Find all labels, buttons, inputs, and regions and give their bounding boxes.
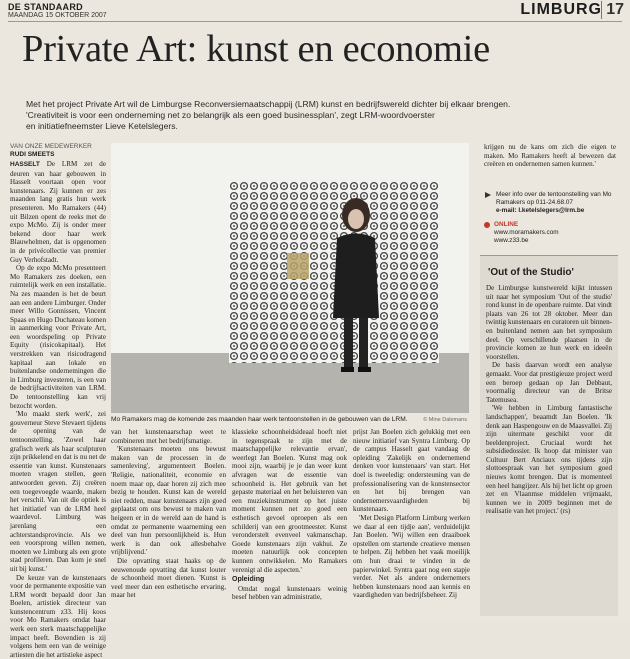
body-paragraph: Op de expo McMo presenteert Mo Ramakers zes doeken, een ruimtelijk werk en een installatie. Na zes maanden is het de beurt aan een andere Limburger. Onder meer Willo Gonnissen, Vincent Spaas en Hugo Duchateau komen in aanmerking voor Private Art, een woordspeling op Private Equity (risicokapitaal). Het verstrekken van risicodragend kapitaal aan lokale en buitenlandse ondernemingen die in Limburg investeren, is een van de bedrijfsactiviteiten van LRM. De tentoonstelling kan vrij bezocht worden. xyxy=(10,264,106,410)
sidebar-title: 'Out of the Studio' xyxy=(480,267,618,278)
body-paragraph: 'Kunstenaars moeten ons bewust maken van de processen in de samenleving', argumenteert Boelen. 'Religie, nationaliteit, economie en noem maar op, daar horen zij zich mee bezig te houden. Kunst kan de wereld niet redden, maar kunstenaars zijn goed geplaatst om ons bewust te maken van heigeen er in de wereld aan de hand is omdat ze permanente waarneming een deel van hun persoonlijkheid is. Hun werk is dan ook allesbehalve vrijblijvend.' xyxy=(111,445,226,557)
article-column-2 xyxy=(111,428,226,620)
body-paragraph: prijst Jan Boelen zich gelukkig met een nieuw initiatief van Syntra Limburg. Op de campus Hasselt gaat vandaag de opleiding 'Zakelijk en ondernemend denken voor kunstenaars' van start. Het doel is tweeledig: ondersteuning van de professionalisering van de kunstensector en het bij brengen van ondernemersvaardigheden bij kunstenaars. xyxy=(353,428,470,514)
online-link[interactable]: www.moramakers.com xyxy=(484,229,614,237)
sidebar-body xyxy=(486,284,612,614)
article-column-1 xyxy=(10,160,106,620)
intro-line: Met het project Private Art wil de Limburgse Reconversiemaatschappij (LRM) kunst en bedrijfswereld dichter bij elkaar brengen. xyxy=(26,99,611,110)
body-text: De LRM zet de deuren van haar gebouwen in Hasselt voortaan open voor kunstenaars. Zij kunnen er zes maanden lang gratis hun werk presenteren. Mo Ramakers (44) uit Bilzen opent de reeks met de expo McMo. Zij is onder meer bekend door haar werk Blauwhelmen, dat is opgenomen in de privécollectie van premier Guy Verhofstadt. xyxy=(10,160,106,264)
article-photo xyxy=(111,143,469,413)
sidebar-paragraph: De basis daarvan wordt een analyse gemaakt. Voor dat prestigieuze project werd een beroep gedaan op Jan Debbaut, voormalig directeur van de Britse Tatemusea. xyxy=(486,361,612,404)
byline xyxy=(10,143,105,159)
photo-caption xyxy=(111,416,469,424)
standing-woman xyxy=(111,143,469,413)
info-row xyxy=(484,191,614,215)
page-number: 17 xyxy=(601,1,624,19)
intro-paragraph xyxy=(26,99,611,132)
body-paragraph: klassieke schoonheidsideaal hoeft niet in tegenspraak te zijn met de maatschappelijke relevantie ervan', weerlegt Jan Boelen. 'Kunst mag ook mooi zijn, waarbij je je dan weer kunt afvragen wat de essentie van schoonheid is. Het gebruik van het gepaste materiaal en het beluisteren van een muziekinstrument op het juiste moment kunnen net zo goed een esthetisch gevoel oproepen als een schilderij van een grootmeester. Kunst veronderstelt evenveel vakmanschap. Goede kunstenaars zijn vakhui. Ze moeten natuurlijk ook concepten kunnen ontwikkelen. Mo Ramakers verenigt al die aspecten.' xyxy=(232,428,347,574)
info-box xyxy=(484,191,614,245)
body-paragraph: krijgen nu de kans om zich die eigen te maken. Mo Ramakers heeft al bewezen dat creëren en ondernemen samen kunnen.' xyxy=(484,143,616,169)
byline-label: VAN ONZE MEDEWERKER xyxy=(10,143,105,151)
section-name: LIMBURG xyxy=(520,1,602,19)
sidebar-paragraph: De Limburgse kunstwereld kijkt intussen uit naar het symposium 'Out of the studio' rond kunst in de openbare ruimte. Dat vindt plaats van 26 tot 28 oktober. Meer dan twintig kunstenaars en curatoren uit binnen- en buitenland nemen aan het symposium deel. Op verschillende plaatsen in de provincie komen ze hun werk en ideeën voorstellen. xyxy=(486,284,612,361)
headline: Private Art: kunst en economie xyxy=(22,26,490,72)
intro-line: 'Creativiteit is voor een onderneming net zo belangrijk als een goed businessplan', zegt LRM-woordvoerster xyxy=(26,110,611,121)
masthead: DE STANDAARD xyxy=(8,2,208,12)
article-column-4 xyxy=(353,428,470,620)
article-column-5 xyxy=(484,143,616,187)
online-label-row xyxy=(484,221,614,229)
subheading: Opleiding xyxy=(232,576,347,585)
body-paragraph: Die opvatting staat haaks op de eeuwenoude opvatting dat kunst louter de schoonheid moet dienen. 'Kunst is veel meer dan een esthetische ervaring, maar het xyxy=(111,557,226,600)
intro-line: en initiatiefneemster Lieve Ketelslegers. xyxy=(26,121,611,132)
body-paragraph: 'Mo maakt sterk werk', zei gouverneur Steve Stevaert tijdens de opening van de tentoonstelling. 'Zowel haar grafisch werk als haar sculpturen zijn prikkelend en dat is nu net de essentie van kunst. Kunstenaars moeten vragen stellen, geen antwoorden geven. Zij creëren een toegevoegde waarde, maken het verschil. Van uit die optiek is het initiatief van de LRM heel waardevol. Limburg was jarenlang een achterstandsprovincie. Als we een voorsprong willen nemen, moeten we Limburg als een grote stad profileren. Dan kom je snel uit bij kunst.' xyxy=(10,410,106,573)
byline-author: RUDI SMEETS xyxy=(10,151,105,159)
caption-text: Mo Ramakers mag de komende zes maanden haar werk tentoonstellen in de gebouwen van de LRM. xyxy=(111,416,408,423)
body-paragraph: De keuze van de kunstenaars voor de permanente expositie van LRM wordt bepaald door Jan Boelen, artistiek directeur van kunstencentrum z33. Hij koos voor Mo Ramakers omdat haar werk een sterk maatschappelijke impact heeft. Bovendien is zij volgens hem een van de weinige artiesten die het artistieke aspect xyxy=(10,574,106,659)
body-paragraph: Omdat nogal kunstenaars weinig besef hebben van administratie, xyxy=(232,585,347,602)
photo-credit: © Mine Dalemans xyxy=(423,416,467,424)
issue-date: MAANDAG 15 OKTOBER 2007 xyxy=(8,12,208,20)
info-email: e-mail: l.ketelslegers@lrm.be xyxy=(496,207,614,215)
article-column-3 xyxy=(232,428,347,620)
body-paragraph: van het kunstenaarschap weet te combineren met het bedrijfsmatige. xyxy=(111,428,226,445)
dateline: HASSELT xyxy=(10,161,40,168)
page-header-left xyxy=(8,2,208,20)
online-link[interactable]: www.z33.be xyxy=(484,237,614,245)
online-dot-icon xyxy=(484,222,490,228)
header-rule xyxy=(8,21,622,22)
info-text: Meer info over de tentoonstelling van Mo Ramakers op 011-24.68.07 xyxy=(496,191,614,207)
info-arrow-icon xyxy=(484,191,492,199)
body-paragraph xyxy=(10,160,106,264)
body-paragraph: 'Met Design Platform Limburg werken we daar al een tijdje aan', verduidelijkt Jan Boelen. 'Wij willen een draaiboek opstellen om startende creatieve mensen te helpen. Zij hebben het vaak moeilijk om hun draai te vinden in de papierwinkel. Syntra gaat nog een stapje verder. Net als andere ondernemers hebben kunstenaars nood aan kennis en vaardigheden van bedrijfsbeheer. Zij xyxy=(353,514,470,600)
online-label: ONLINE xyxy=(494,221,518,229)
sidebar-paragraph: 'We hebben in Limburg fantastische landschappen', beaamdt Jan Boelen. 'Ik denk aan Haspengouw en de Maasvallei. Zij zijn uitermate geschikt voor dit beeldenproject. Cruciaal wordt het subsidiedossier. Ik hoop dat minister van Cultuur Bert Anciaux ons tijdens zijn slottoespraak van het symposium goed nieuws komt brengen. Dat is momenteel een heel hangijzer. Als hij het licht op groen zet en Vlaanmse middelen vrijmaakt, kunnen we in 2009 beginnen met de realisatie van het project.' (rs) xyxy=(486,404,612,516)
